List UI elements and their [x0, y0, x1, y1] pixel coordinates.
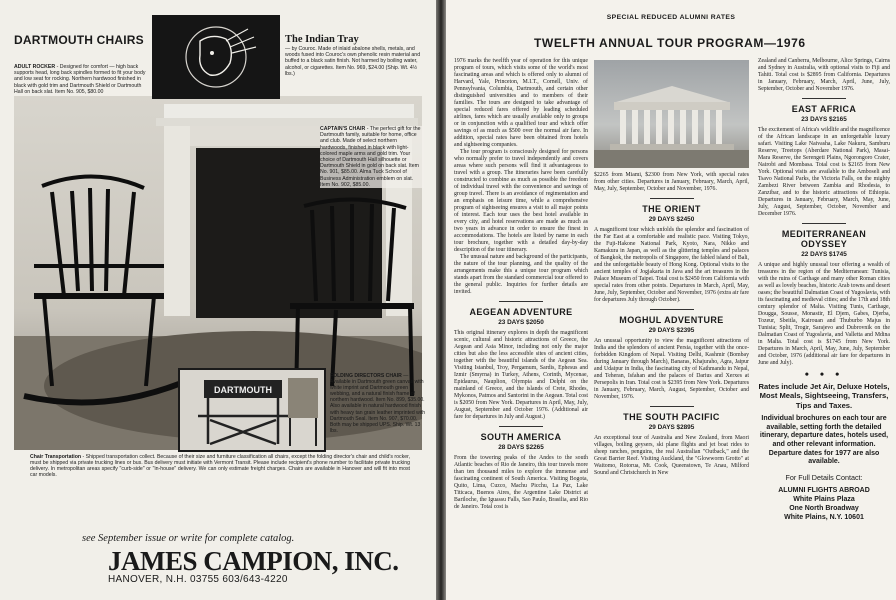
south-america-text: From the towering peaks of the Andes to the south Atlantic beaches of Rio de Janeiro, this tour travels more than ten thousand miles to explore the immense and fascinating continent of South America. Visiting Bogota, Quito, Lima, Cuzco, Machu Picchu, La Paz, Lake Titicaca, Buenos Aires, the Argentine Lake District at Bariloche, the Iguassu Falls, Sao Paulo, Brasilia, and Rio de Janeiro. Total cost is: [454, 455, 588, 510]
divider: [650, 198, 694, 199]
mediterranean-days: 22 DAYS $1745: [801, 251, 847, 258]
east-africa-text: The excitement of Africa's wildlife and the magnificence of the African landscape in an unforgettable luxury safari. Visiting Lake Naivasha, Lake Nakuru, Samburu Reserve, Treetops (Aberdare National Park), Masai-Mara Reserve, the Serengeti Plains, Ngorongoro Crater, Nairobi and Mombasa. Total cost is $2165 from New York. Optional visits are available to the Amboseli and Tsavo National Parks, the Victoria Falls, on the mighty Zambezi River between Zambia and Rhodesia, to Zanzibar, and to the historic attractions of Ethiopia. Departures in January, February, March, May, June, July, August, September, October, November and December 1976.: [758, 127, 890, 217]
page-gutter: [436, 0, 446, 600]
brand-address: HANOVER, N.H. 03755 603/643-4220: [108, 574, 288, 585]
transport-text: - Shipped transportation collect. Because of their size and furniture classification all chairs, except the folding director's chair and child's rocker, must be shipped via private trucking lines or bus. Bus delivery must initiate with Vermont Transit. Please include recipient's phone number to facilitate private trucking delivery. In metropolitan areas specify "curb-side" or "in-house" delivery. We can only estimate freight charges. Chairs are available in Hanover and will fit into most car models.: [30, 454, 410, 479]
aegean-days: 23 DAYS $2050: [498, 319, 544, 326]
catalog-line: see September issue or write for complete catalog.: [82, 533, 295, 544]
intro-para-1: 1976 marks the twelfth year of operation for this unique program of tours, which visits some of the world's most fascinating areas and which is offered only to alumni of Harvard, Yale, Princeton, M.I.T., Cornell, Univ. of Pennsylvania, Columbia, Dartmouth, and certain other distinguished universities and to members of their families. The tours are designed to take advantage of special reduced fares offered by leading scheduled airlines, fares which are usually available only to groups or in conjunction with a qualified tour and which offer savings of as much as $500 over the normal air fare. In addition, special rates have been obtained from hotels and sightseeing companies.: [454, 58, 588, 148]
divider: [499, 426, 543, 427]
folding-chair-photo: [178, 368, 326, 452]
intro-para-3: The unusual nature and background of the participants, the nature of the tour planning, and the quality of the arrangements make this a unique tour program which stands apart from the standard commercial tour offered to the general public. Inquiries for further details are invited.: [454, 254, 588, 295]
south-pacific-continued: Zealand and Canberra, Melbourne, Alice Springs, Cairns and Sydney in Australia, with optional visits to Fiji and Tahiti. Total cost is $2895 from California. Departures in January, February, March, April, June, July, September, October and November 1976.: [758, 58, 890, 92]
south-pacific-text: An exceptional tour of Australia and New Zealand, from Maori villages, boiling geysers, ski plane flights and jet boat rides to sheep ranches, penguins, the real Australian "Outback," and the Great Barrier Reef. Visiting Auckland, the "Glowworm Grotto" at Waitomo, Rotorua, Mt. Cook, Queenstown, Te Anau, Milford Sound and Christchurch in New: [594, 435, 749, 476]
kicker: SPECIAL REDUCED ALUMNI RATES: [606, 14, 736, 21]
contact-label: For Full Details Contact:: [785, 472, 863, 482]
parthenon-illustration: [594, 60, 749, 168]
folding-text: — Available in Dartmouth green canvas with white imprint and Dartmouth green webbing, and a natural finish frame of northern hardwood. Item No. 899, $35.00. Also available in natural hardwood finish with heavy tan grain leather imprinted with Dartmouth Seal. Item No. 907, $70.00. Both may be shipped UPS. Ship. Wt. 13 lbs.: [330, 373, 426, 434]
brochure-note: Individual brochures on each tour are available, setting forth the detailed itinerary, departure dates, hotels used, and other relevant information. Departure dates for 1977 are also available.: [759, 415, 889, 466]
tray-title: The Indian Tray: [285, 34, 359, 45]
folding-chair-sign: DARTMOUTH: [214, 385, 272, 395]
parthenon-photo: [594, 60, 749, 168]
moghul-text: An unusual opportunity to view the magnificent attractions of India and the splendors of ancient Persia, together with the once-forbidden Kingdom of Nepal. Visiting Delhi, Kashmir (Bombay during January through March), Banaras, Khajuraho, Agra, Jaipur and Udaipur in India, the fascinating city of Kathmandu in Nepal, and Teheran, Isfahan and the palaces of Darius and Xerxes at Persepolis in Iran. Total cost is $2395 from New York. Departures in January, February, March, August, September, October and November, 1976.: [594, 338, 749, 400]
folding-chair-illustration: [180, 370, 324, 450]
address-line-3: White Plains, N.Y. 10601: [784, 513, 864, 521]
mediterranean-title: MEDITERRANEAN ODYSSEY: [781, 229, 867, 249]
column-2: [594, 172, 749, 477]
aegean-title: AEGEAN ADVENTURE: [469, 307, 573, 317]
org-name: ALUMNI FLIGHTS ABROAD: [778, 486, 870, 494]
orient-title: THE ORIENT: [642, 204, 701, 214]
folding-chair-desc: [330, 373, 426, 434]
south-america-days: 28 DAYS $2265: [498, 444, 544, 451]
divider: [499, 301, 543, 302]
south-pacific-title: THE SOUTH PACIFIC: [623, 412, 720, 422]
transport-note: [30, 454, 410, 478]
divider: [802, 223, 846, 224]
moghul-title: MOGHUL ADVENTURE: [619, 315, 724, 325]
divider: [650, 309, 694, 310]
address-line-2: One North Broadway: [789, 504, 859, 512]
right-page: [446, 0, 896, 600]
item-adult-rocker: [14, 64, 146, 95]
tray-face-illustration: [152, 15, 280, 99]
address-line-1: White Plains Plaza: [793, 495, 855, 503]
intro-para-2: The tour program is consciously designed for persons who normally prefer to travel independently and covers areas where such persons will find it advantageous to travel with a group. The itineraries have been carefully constructed to combine as much as possible the freedom of individual travel with the convenience and savings of group travel. There is an avoidance of regimentation and an emphasis on leisure time, while a comprehensive program of sightseeing ensures a visit to all major points of interest. Each tour uses the best hotel available in every city, and hotel reservations are made as much as two years in advance in order to ensure the finest in accommodations. The hotels are listed by name in each tour brochure, together with a detailed day-by-day description of the tour itinerary.: [454, 149, 588, 253]
page-title: TWELFTH ANNUAL TOUR PROGRAM—1976: [534, 36, 806, 50]
east-africa-title: EAST AFRICA: [791, 104, 857, 114]
south-pacific-days: 29 DAYS $2895: [648, 424, 695, 431]
rates-summary: Rates include Jet Air, Deluxe Hotels, Most Meals, Sightseeing, Transfers, Tips and Taxes.: [758, 382, 890, 410]
transport-label: Chair Transportation: [30, 454, 82, 460]
captain-text: - The perfect gift for the Dartmouth family, suitable for home, office and club. Made of select northern hardwoods, finished in black with light-colored maple arms and gold trim. Your choice of Dartmouth Hall silhouette or Dartmouth Shield in gold on back slat. Item No. 901, $85.00. Alma Tuck School of Business Administration emblem on slat. Item No. 902, $85.00.: [320, 126, 421, 188]
orient-text: A magnificent tour which unfolds the splendor and fascination of the Far East at a comfortable and realistic pace. Visiting Tokyo, the Fuji-Hakone National Park, Kyoto, Nara, Nikko and Kamakura in Japan, as well as the glittering temples and palaces of Bangkok, the metropolis of Singapore, the fabled island of Bali, and the unforgettable beauty of Hong Kong. Optional visits to the ancient temples of Jogjakarta in Java and the art treasures in the Palace Museum of Taipei. Total cost is $2450 from California with special rates from other points. Departures in March, April, May, June, July, September, October and November, 1976 (extra air fare for departures July through October).: [594, 227, 749, 303]
chairs-heading: DARTMOUTH CHAIRS: [14, 33, 144, 47]
aegean-text: This original itinerary explores in depth the magnificent scenic, cultural and historic attractions of Greece, the Aegean and Asia Minor, including not only the major cities but also the less accessible sites of ancient cities, together with the beautiful islands of the Aegean Sea. Visiting Istanbul, Troy, Pergamum, Sardis, Ephesus and Izmir (Smyrna) in Turkey, Athens, Corinth, Mycenae, Epidaurus, Nauplion, Olympia and Delphi on the mainland of Greece, and the islands of Crete, Rhodes, Mykonos, Patmos and Santorini in the Aegean. Total cost is $2050 from New York. Departures in April, May, July, August, September and October 1976. (Additional air fare for departures in July and August.): [454, 330, 588, 420]
contact-address: [758, 486, 890, 522]
divider: [802, 98, 846, 99]
brand-name: JAMES CAMPION, INC.: [108, 546, 399, 576]
left-page: [0, 0, 436, 600]
orient-days: 29 DAYS $2450: [648, 216, 695, 223]
column-3: [758, 58, 890, 522]
divider: [650, 406, 694, 407]
mediterranean-text: A unique and highly unusual tour offering a wealth of treasures in the region of the Mediterranean: Tunisia, with the ruins of Carthage and many other Roman cities as well as lovely beaches, historic Arab towns and desert oases; the beautiful Dalmatian Coast of Yugoslavia, with its fascinating and medieval cities; and the 17th and 18th century splendor of Malta. Visiting Tunis, Carthage, Dougga, Sousse, Monastir, El Djem, Gabes, Djerba, Tozeur, Sbeitla, Kairouan and Thuburbo Majus in Tunisia; Split, Trogir, Sarajevo and Dubrovnik on the Dalmatian Coast of Yugoslavia, and Valletta and Mdina in Malta. Total cost is $1745 from New York. Departures in March, April, May, June, July, September and October, 1976 (additional air fare for departures in June and July).: [758, 262, 890, 366]
south-america-title: SOUTH AMERICA: [480, 432, 562, 442]
column-1: [454, 58, 588, 511]
moghul-days: 29 DAYS $2395: [648, 327, 695, 334]
item-label: ADULT ROCKER: [14, 64, 56, 70]
south-america-continued: $2265 from Miami, $2300 from New York, with special rates from other cities. Departures in January, February, March, April, May, July, September, October and November, 1976.: [594, 172, 749, 192]
indian-tray-image: [152, 15, 280, 99]
separator-dots: • • •: [804, 367, 844, 381]
east-africa-days: 23 DAYS $2165: [801, 116, 847, 123]
tray-description: — by Couroc. Made of inlaid abalone shells, metals, and woods fused into Couroc's own phenolic resin material and buffed to a black satin finish. Not harmed by boiling water, alcohol, or cigarettes. Item No. 969, $24.00 (Ship. Wt. 4½ lbs.): [285, 46, 421, 77]
item-text: - Designed for comfort — high back supports head, long back spindles formed to fit your body and low seat for rocking. Northern hardwood finished in black with gold trim and Dartmouth Shield or Dartmouth Hall on back slat. Item No. 905, $80.00: [14, 64, 146, 95]
folding-label: FOLDING DIRECTORS CHAIR: [330, 373, 402, 379]
captains-chair-desc: [320, 126, 424, 188]
captain-label: CAPTAIN'S CHAIR: [320, 126, 366, 132]
